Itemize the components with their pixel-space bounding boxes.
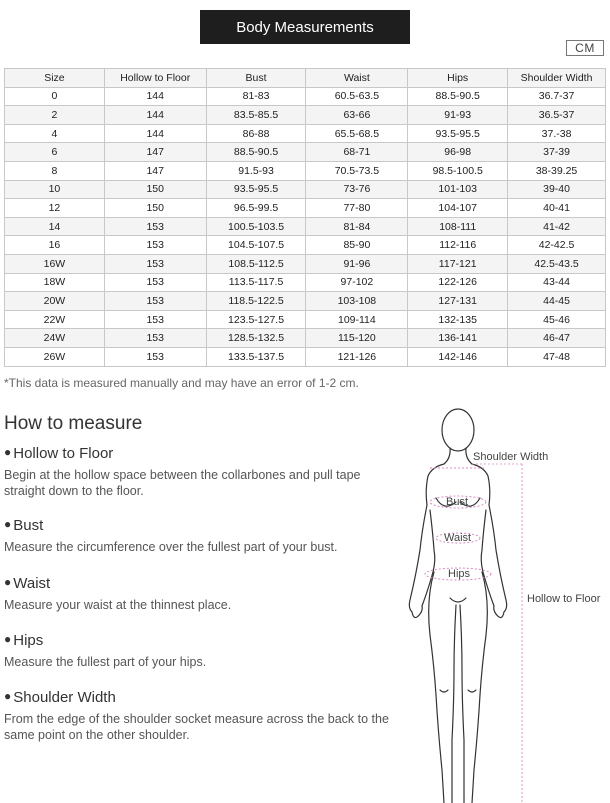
table-row (5, 292, 606, 311)
table-cell: 0 (5, 87, 105, 106)
table-row (5, 254, 606, 273)
label-waist: Waist (444, 532, 472, 544)
table-cell: 36.7-37 (508, 87, 606, 106)
table-cell: 86-88 (206, 124, 306, 143)
table-cell: 117-121 (408, 254, 508, 273)
table-cell: 153 (104, 236, 206, 255)
table-cell: 147 (104, 161, 206, 180)
table-cell: 40-41 (508, 199, 606, 218)
bullet-icon: ● (4, 517, 12, 531)
table-cell: 108.5-112.5 (206, 254, 306, 273)
table-cell: 103-108 (306, 292, 408, 311)
section-text: Measure the fullest part of your hips. (4, 655, 207, 669)
section-hollow-to-floor (4, 445, 404, 499)
table-row (5, 236, 606, 255)
bullet-icon: ● (4, 575, 12, 589)
table-cell: 96.5-99.5 (206, 199, 306, 218)
table-cell: 108-111 (408, 217, 508, 236)
section-text: From the edge of the shoulder socket measure across the back to the same point on the other shoulder. (4, 712, 389, 742)
table-cell: 47-48 (508, 347, 606, 366)
table-cell: 36.5-37 (508, 106, 606, 125)
column-header: Hollow to Floor (104, 69, 206, 88)
table-cell: 101-103 (408, 180, 508, 199)
unit-badge: CM (566, 40, 604, 56)
table-cell: 91-96 (306, 254, 408, 273)
table-cell: 22W (5, 310, 105, 329)
table-cell: 98.5-100.5 (408, 161, 508, 180)
table-cell: 24W (5, 329, 105, 348)
table-row (5, 273, 606, 292)
bullet-icon: ● (4, 632, 12, 646)
table-cell: 104-107 (408, 199, 508, 218)
table-row (5, 347, 606, 366)
column-header: Shoulder Width (508, 69, 606, 88)
table-row (5, 180, 606, 199)
section-heading (4, 689, 404, 706)
table-cell: 16 (5, 236, 105, 255)
bullet-icon: ● (4, 689, 12, 703)
table-cell: 4 (5, 124, 105, 143)
label-hollow-to-floor: Hollow to Floor (527, 593, 601, 605)
section-heading (4, 575, 404, 592)
table-row (5, 310, 606, 329)
body-figure-illustration (400, 400, 610, 803)
table-cell: 121-126 (306, 347, 408, 366)
table-cell: 97-102 (306, 273, 408, 292)
table-cell: 44-45 (508, 292, 606, 311)
page-title: Body Measurements (200, 10, 410, 44)
column-header: Hips (408, 69, 508, 88)
label-bust: Bust (446, 496, 469, 508)
section-heading-text: Hollow to Floor (13, 445, 114, 462)
table-cell: 37.-38 (508, 124, 606, 143)
table-cell: 77-80 (306, 199, 408, 218)
table-cell: 91-93 (408, 106, 508, 125)
section-hips (4, 632, 404, 670)
table-cell: 144 (104, 124, 206, 143)
bullet-icon: ● (4, 445, 12, 459)
table-cell: 91.5-93 (206, 161, 306, 180)
table-cell: 2 (5, 106, 105, 125)
table-cell: 45-46 (508, 310, 606, 329)
measurement-note: *This data is measured manually and may have an error of 1-2 cm. (4, 376, 359, 390)
table-cell: 153 (104, 273, 206, 292)
column-header: Size (5, 69, 105, 88)
table-cell: 10 (5, 180, 105, 199)
section-text: Begin at the hollow space between the collarbones and pull tape straight down to the floor. (4, 468, 361, 498)
table-row (5, 106, 606, 125)
table-cell: 104.5-107.5 (206, 236, 306, 255)
table-cell: 93.5-95.5 (206, 180, 306, 199)
table-cell: 43-44 (508, 273, 606, 292)
section-heading-text: Waist (13, 575, 51, 592)
section-waist (4, 575, 404, 613)
table-cell: 14 (5, 217, 105, 236)
table-cell: 109-114 (306, 310, 408, 329)
table-cell: 153 (104, 217, 206, 236)
table-cell: 88.5-90.5 (408, 87, 508, 106)
section-heading (4, 632, 404, 649)
table-cell: 128.5-132.5 (206, 329, 306, 348)
table-cell: 8 (5, 161, 105, 180)
table-cell: 100.5-103.5 (206, 217, 306, 236)
section-bust (4, 517, 404, 555)
how-to-measure-title: How to measure (4, 413, 143, 434)
section-heading (4, 445, 404, 462)
table-cell: 115-120 (306, 329, 408, 348)
table-cell: 81-83 (206, 87, 306, 106)
table-cell: 42.5-43.5 (508, 254, 606, 273)
table-cell: 113.5-117.5 (206, 273, 306, 292)
table-cell: 42-42.5 (508, 236, 606, 255)
table-cell: 122-126 (408, 273, 508, 292)
table-cell: 133.5-137.5 (206, 347, 306, 366)
table-cell: 132-135 (408, 310, 508, 329)
table-cell: 6 (5, 143, 105, 162)
table-cell: 93.5-95.5 (408, 124, 508, 143)
table-cell: 85-90 (306, 236, 408, 255)
table-header-row (5, 69, 606, 88)
table-cell: 37-39 (508, 143, 606, 162)
section-heading (4, 517, 404, 534)
section-heading-text: Bust (13, 517, 44, 534)
table-row (5, 329, 606, 348)
table-cell: 127-131 (408, 292, 508, 311)
table-cell: 96-98 (408, 143, 508, 162)
section-heading-text: Shoulder Width (13, 689, 116, 706)
table-cell: 83.5-85.5 (206, 106, 306, 125)
table-cell: 12 (5, 199, 105, 218)
table-cell: 16W (5, 254, 105, 273)
table-row (5, 143, 606, 162)
table-cell: 46-47 (508, 329, 606, 348)
section-text: Measure the circumference over the fullest part of your bust. (4, 540, 338, 554)
table-cell: 63-66 (306, 106, 408, 125)
table-row (5, 217, 606, 236)
label-shoulder-width: Shoulder Width (473, 451, 549, 463)
table-cell: 88.5-90.5 (206, 143, 306, 162)
section-text: Measure your waist at the thinnest place. (4, 598, 232, 612)
table-row (5, 199, 606, 218)
table-cell: 20W (5, 292, 105, 311)
section-shoulder-width (4, 689, 404, 743)
table-cell: 123.5-127.5 (206, 310, 306, 329)
table-row (5, 161, 606, 180)
table-cell: 150 (104, 199, 206, 218)
table-cell: 73-76 (306, 180, 408, 199)
table-cell: 68-71 (306, 143, 408, 162)
label-hips: Hips (448, 568, 471, 580)
table-cell: 144 (104, 87, 206, 106)
table-cell: 153 (104, 292, 206, 311)
table-cell: 136-141 (408, 329, 508, 348)
size-chart-table (4, 68, 606, 367)
table-cell: 153 (104, 310, 206, 329)
table-cell: 39-40 (508, 180, 606, 199)
table-cell: 153 (104, 329, 206, 348)
table-cell: 118.5-122.5 (206, 292, 306, 311)
table-cell: 38-39.25 (508, 161, 606, 180)
table-cell: 144 (104, 106, 206, 125)
table-row (5, 124, 606, 143)
table-cell: 150 (104, 180, 206, 199)
table-cell: 142-146 (408, 347, 508, 366)
table-cell: 18W (5, 273, 105, 292)
section-heading-text: Hips (13, 632, 44, 649)
table-cell: 147 (104, 143, 206, 162)
table-cell: 112-116 (408, 236, 508, 255)
table-cell: 153 (104, 347, 206, 366)
table-cell: 81-84 (306, 217, 408, 236)
column-header: Bust (206, 69, 306, 88)
table-row (5, 87, 606, 106)
table-cell: 41-42 (508, 217, 606, 236)
column-header: Waist (306, 69, 408, 88)
table-cell: 26W (5, 347, 105, 366)
table-cell: 65.5-68.5 (306, 124, 408, 143)
table-cell: 60.5-63.5 (306, 87, 408, 106)
table-cell: 70.5-73.5 (306, 161, 408, 180)
table-cell: 153 (104, 254, 206, 273)
